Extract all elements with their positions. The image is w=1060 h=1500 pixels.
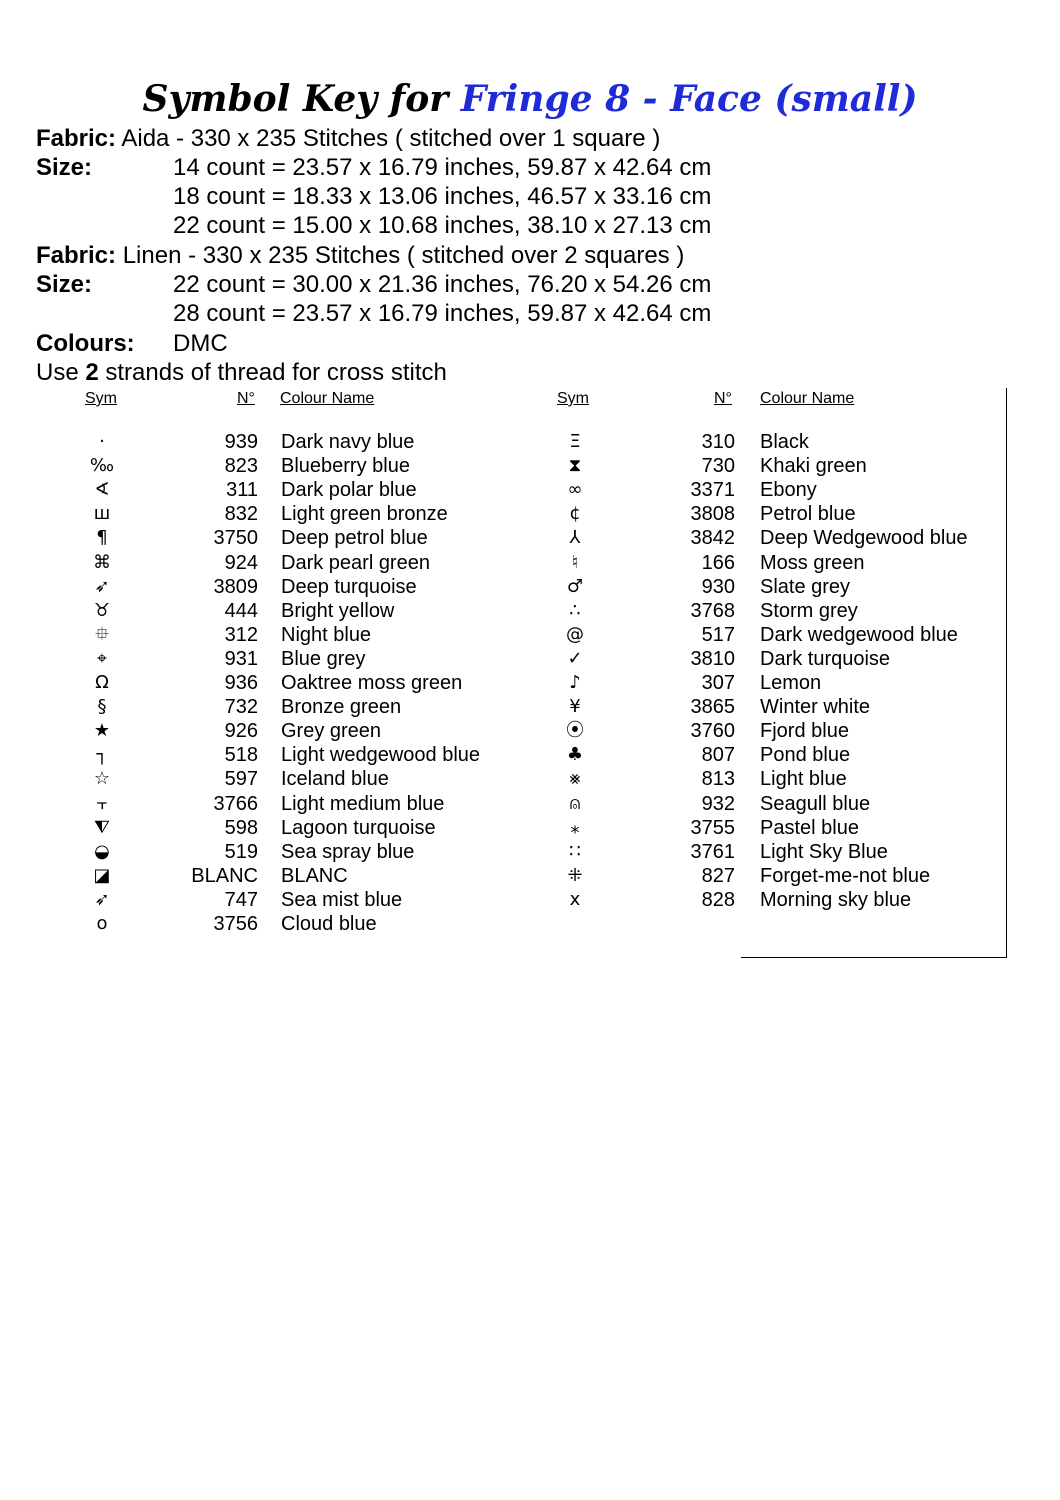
list-item [0,671,1000,695]
colour-name: Grey green [281,720,382,743]
symbol-icon: ➶ [94,575,110,597]
list-item [0,888,1000,912]
colour-name: BLANC [281,864,348,887]
symbol-icon: ш [93,503,111,525]
colour-name: Light Sky Blue [760,840,888,863]
dmc-number: 598 [224,816,258,839]
colour-name: Light wedgewood blue [281,744,481,767]
dmc-number: 3865 [690,696,735,719]
colour-name: Petrol blue [760,503,856,526]
symbol-icon: Ω [95,672,109,693]
symbol-icon: ¥ [569,696,581,718]
list-item [0,454,1000,478]
dmc-number: 747 [224,888,258,911]
dmc-number: 936 [224,672,258,694]
dmc-number: 518 [224,744,258,767]
strands-prefix: Use [36,359,86,386]
header-sym-left: Sym [85,390,117,407]
colour-name: Light medium blue [281,792,445,815]
size-aida-value: 18 count = 18.33 x 13.06 inches, 46.57 x 33.16 cm [173,183,712,210]
symbol-icon: ⨳ [569,768,581,790]
symbol-icon: ⌖ [96,647,108,669]
dmc-number: 3761 [690,840,735,863]
list-item [0,526,1000,550]
header-sym-right: Sym [557,390,589,407]
symbol-icon: ¢ [569,503,581,525]
dmc-number: 3768 [690,599,735,622]
table-border-bottom [741,957,1007,958]
dmc-number: 311 [226,479,258,502]
colour-name: Blueberry blue [281,455,410,478]
colour-name: Forget-me-not blue [760,864,931,887]
fabric-linen-text: Linen - 330 x 235 Stitches ( stitched over 2 squares ) [122,242,685,269]
dmc-number: 597 [224,768,258,791]
colour-name: Dark polar blue [281,479,417,502]
size-linen-line-1 [36,270,1036,299]
pattern-name: Fringe 8 - Face (small) [460,78,918,120]
symbol-icon: ⦿ [566,720,584,742]
colour-name: Light green bronze [281,503,448,526]
symbol-icon: ☆ [93,768,111,790]
symbol-icon: ┐ [96,744,108,766]
dmc-number: 519 [224,840,258,863]
symbol-icon: ∷ [569,840,581,862]
colour-name: Deep Wedgewood blue [760,527,968,550]
colour-name: Moss green [760,551,865,574]
dmc-number: 931 [224,647,258,670]
symbol-icon: ‰ [89,455,115,477]
colour-name: Cloud blue [281,913,377,935]
header-name-left: Colour Name [280,390,375,407]
dmc-number: 3755 [690,816,735,839]
list-item [0,816,1000,840]
symbol-icon: ⌘ [93,551,111,573]
dmc-number: 828 [701,888,735,911]
colour-name: Lagoon turquoise [281,816,436,839]
colour-name: Lemon [760,672,822,694]
fabric-aida-text: Aida - 330 x 235 Stitches ( stitched over 1 square ) [121,125,661,152]
strands-count: 2 [85,359,99,386]
list-item [0,551,1000,575]
symbol-icon: Ξ [569,431,581,452]
colour-name: Morning sky blue [760,888,912,911]
page-title [0,78,1060,120]
colour-name: Iceland blue [281,768,389,791]
fabric-aida-line [36,124,660,153]
colour-name: Deep turquoise [281,575,417,598]
symbol-icon: ⅄ [569,527,581,549]
colour-name: Bright yellow [281,599,395,622]
symbol-icon: x [569,888,581,910]
symbol-icon: ★ [93,720,111,742]
list-item [0,575,1000,599]
size-aida-value: 22 count = 15.00 x 10.68 inches, 38.10 x 27.13 cm [173,212,712,239]
colours-line [36,329,1036,358]
symbol-icon: ⁜ [567,864,583,886]
symbol-icon: § [97,696,107,718]
size-label: Size: [36,271,93,298]
symbol-icon: ¶ [96,527,108,549]
dmc-number: 312 [224,623,258,646]
dmc-number: 732 [224,696,258,719]
dmc-number: 939 [224,431,258,453]
colour-name: Oaktree moss green [281,672,463,694]
dmc-number: BLANC [191,864,258,887]
colour-name: Dark navy blue [281,431,415,453]
strands-suffix: strands of thread for cross stitch [98,359,447,386]
colour-name: Black [760,431,809,453]
symbol-icon: ♮ [571,551,579,573]
colour-name: Khaki green [760,455,867,478]
dmc-number: 730 [701,455,735,478]
list-item [0,502,1000,526]
dmc-number: 926 [224,720,258,743]
dmc-number: 924 [224,551,258,574]
colour-name: Bronze green [281,696,402,719]
title-prefix: Symbol Key for [142,78,449,120]
list-item [0,864,1000,888]
dmc-number: 3809 [213,575,258,598]
symbol-icon: ♣ [566,744,584,766]
fabric-label: Fabric: [36,125,117,152]
colour-name: Sea spray blue [281,840,415,863]
symbol-icon: ◒ [94,840,110,862]
colour-name: Winter white [760,696,871,719]
symbol-icon: ♪ [569,672,581,693]
dmc-number: 807 [701,744,735,767]
colour-name: Blue grey [281,647,366,670]
dmc-number: 307 [701,672,735,694]
colour-name: Fjord blue [760,720,849,743]
symbol-icon: ♂ [566,575,584,597]
colour-name: Light blue [760,768,847,791]
dmc-number: 930 [701,575,735,598]
colour-name: Deep petrol blue [281,527,428,550]
list-item [0,767,1000,791]
strands-line [36,358,447,387]
symbol-icon: ⁎ [570,816,580,838]
dmc-number: 932 [701,792,735,815]
symbol-icon: ✓ [567,647,583,669]
symbol-icon: ➶ [94,888,110,910]
symbol-icon: · [99,431,105,452]
size-linen-value: 28 count = 23.57 x 16.79 inches, 59.87 x 42.64 cm [173,300,712,327]
header-name-right: Colour Name [760,390,855,407]
symbol-icon: ⯐ [95,623,109,645]
symbol-icon: ∞ [567,479,583,501]
symbol-icon: ⍝ [569,792,581,814]
dmc-number: 823 [224,455,258,478]
dmc-number: 3808 [690,503,735,526]
dmc-number: 813 [701,768,735,791]
symbol-icon: ∴ [569,599,581,621]
colour-name: Dark pearl green [281,551,430,574]
colour-name: Slate grey [760,575,851,598]
list-item [0,430,1000,454]
list-item [0,912,1000,936]
colour-name: Ebony [760,479,817,502]
header-num-left: N° [237,390,255,407]
dmc-number: 310 [701,431,735,453]
dmc-number: 3756 [213,913,258,935]
list-item [0,719,1000,743]
symbol-icon: ◪ [93,864,111,886]
dmc-number: 517 [701,623,735,646]
colour-name: Dark wedgewood blue [760,623,958,646]
colour-name: Night blue [281,623,372,646]
dmc-number: 3766 [213,792,258,815]
table-border-right [1006,388,1007,958]
size-linen-value: 22 count = 30.00 x 21.36 inches, 76.20 x 54.26 cm [173,271,712,298]
size-aida-value: 14 count = 23.57 x 16.79 inches, 59.87 x 42.64 cm [173,154,712,181]
dmc-number: 3760 [690,720,735,743]
symbol-icon: ⫟ [96,792,108,814]
colour-name: Pond blue [760,744,851,767]
symbol-icon: @ [566,623,584,645]
symbol-icon: ♉ [93,599,111,621]
dmc-number: 3810 [690,647,735,670]
header-num-right: N° [714,390,732,407]
colours-label: Colours: [36,330,135,357]
list-item [0,478,1000,502]
colour-name: Sea mist blue [281,888,403,911]
list-item [0,840,1000,864]
colours-value: DMC [173,330,228,357]
size-aida-line-1 [36,153,1036,182]
dmc-number: 3371 [690,479,735,502]
fabric-label: Fabric: [36,242,117,269]
symbol-icon: ⧗ [568,455,582,477]
size-label: Size: [36,154,93,181]
list-item [0,743,1000,767]
list-item [0,599,1000,623]
dmc-number: 832 [224,503,258,526]
symbol-icon: ∢ [94,479,110,501]
list-item [0,623,1000,647]
fabric-linen-line [36,241,684,270]
colour-name: Dark turquoise [760,647,891,670]
symbol-icon: ⧨ [93,816,111,838]
dmc-number: 444 [224,599,258,622]
list-item [0,647,1000,671]
dmc-number: 827 [701,864,735,887]
dmc-number: 3750 [213,527,258,550]
dmc-number: 3842 [690,527,735,550]
list-item [0,695,1000,719]
colour-name: Pastel blue [760,816,859,839]
dmc-number: 166 [701,551,735,574]
colour-name: Storm grey [760,599,858,622]
symbol-icon: o [96,913,108,934]
list-item [0,792,1000,816]
colour-name: Seagull blue [760,792,871,815]
